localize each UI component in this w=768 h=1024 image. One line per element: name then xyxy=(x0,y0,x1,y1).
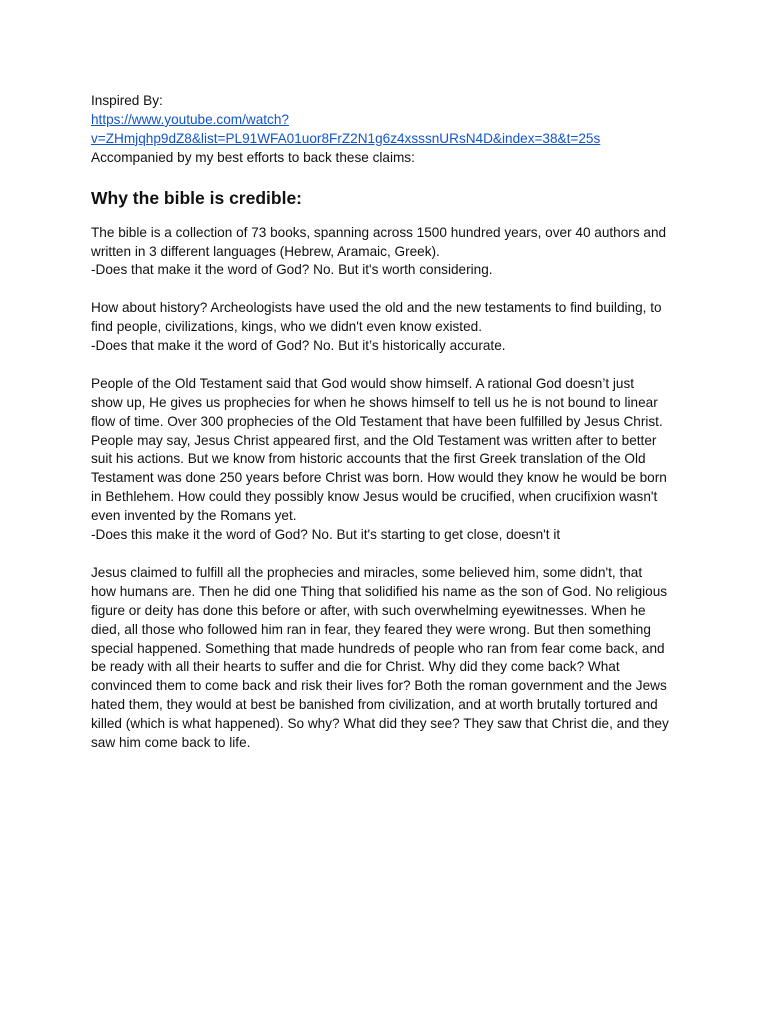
paragraph-line: died, all those who followed him ran in fear, they feared they were wrong. But then something xyxy=(91,621,651,637)
paragraph-line: The bible is a collection of 73 books, spanning across 1500 hundred years, over 40 authors and xyxy=(91,224,667,240)
paragraph-line: Jesus claimed to fulfill all the prophecies and miracles, some believed him, some didn't, that xyxy=(91,564,643,580)
paragraph-line: How about history? Archeologists have used the old and the new testaments to find building, to xyxy=(91,300,662,316)
paragraph-line: saw him come back to life. xyxy=(91,735,251,751)
paragraph-line: even invented by the Romans yet. xyxy=(91,508,297,524)
accompanied-text: Accompanied by my best efforts to back these claims: xyxy=(91,149,415,165)
paragraph-line: show up, He gives us prophecies for when he shows himself to tell us he is not bound to linear xyxy=(91,394,658,410)
paragraph-line: People of the Old Testament said that God would show himself. A rational God doesn’t just xyxy=(91,375,635,391)
paragraph-line: special happened. Something that made hundreds of people who ran from fear come back, and xyxy=(91,640,665,656)
paragraph-gap xyxy=(91,280,691,299)
inspired-by-label: Inspired By: xyxy=(91,93,163,108)
paragraph-1 xyxy=(91,224,691,281)
paragraph-line: -Does that make it the word of God? No. But it's worth considering. xyxy=(91,262,493,278)
paragraph-line: written in 3 different languages (Hebrew, Aramaic, Greek). xyxy=(91,243,440,259)
paragraph-line: People may say, Jesus Christ appeared first, and the Old Testament was written after to better xyxy=(91,432,657,448)
paragraph-2 xyxy=(91,299,691,356)
paragraph-line: killed (which is what happened). So why? What did they see? They saw that Christ die, and they xyxy=(91,716,669,732)
youtube-link-line-2[interactable]: v=ZHmjqhp9dZ8&list=PL91WFA01uor8FrZ2N1g6z4xsssnURsN4D&index=38&t=25s xyxy=(91,130,601,146)
paragraph-line: in Bethlehem. How could they possibly know Jesus would be crucified, when crucifixion wasn't xyxy=(91,489,658,505)
paragraph-gap xyxy=(91,356,691,375)
document-page xyxy=(91,92,691,753)
youtube-link-line-1[interactable]: https://www.youtube.com/watch? xyxy=(91,111,289,127)
paragraph-line: find people, civilizations, kings, who we didn't even know existed. xyxy=(91,319,482,335)
paragraph-3 xyxy=(91,375,691,545)
paragraph-line: -Does this make it the word of God? No. But it's starting to get close, doesn't it xyxy=(91,527,561,543)
paragraph-4 xyxy=(91,564,691,753)
paragraph-gap xyxy=(91,545,691,564)
paragraph-line: flow of time. Over 300 prophecies of the Old Testament that have been fulfilled by Jesus Christ. xyxy=(91,413,663,429)
paragraph-line: suit his actions. But we know from historic accounts that the first Greek translation of the Old xyxy=(91,451,646,467)
paragraph-line: how humans are. Then he did one Thing that solidified his name as the son of God. No religious xyxy=(91,583,668,599)
paragraph-line: hated them, they would at best be banished from civilization, and at worth brutally tortured and xyxy=(91,697,658,713)
paragraph-line: -Does that make it the word of God? No. But it’s historically accurate. xyxy=(91,338,506,354)
paragraph-line: be ready with all their hearts to suffer and die for Christ. Why did they come back? What xyxy=(91,659,620,675)
body-paragraphs xyxy=(91,224,691,753)
paragraph-line: Testament was done 250 years before Christ was born. How would they know he would be born xyxy=(91,470,667,486)
document-heading: Why the bible is credible: xyxy=(91,187,303,208)
spacer xyxy=(91,209,691,224)
paragraph-line: convinced them to come back and risk their lives for? Both the roman government and the Jews xyxy=(91,678,667,694)
paragraph-line: figure or deity has done this before or after, with such overwhelming eyewitnesses. When he xyxy=(91,602,646,618)
